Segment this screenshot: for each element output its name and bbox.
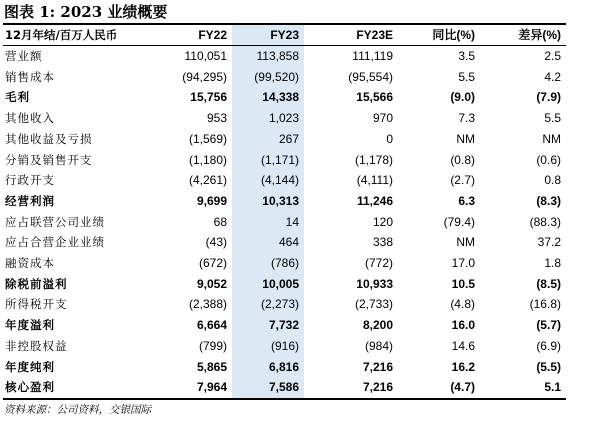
fy23-cell: 464	[278, 235, 299, 250]
row-label: 毛利	[5, 90, 30, 105]
yoy-cell: (4.7)	[450, 380, 475, 395]
row-label: 销售成本	[5, 69, 55, 84]
diff-cell: NM	[542, 131, 561, 146]
column-header: FY23E	[304, 25, 398, 46]
column-header: 12月年结/百万人民币	[3, 25, 162, 46]
fy23e-cell: 338	[372, 235, 393, 250]
diff-cell: (7.9)	[536, 90, 561, 105]
diff-cell: (5.7)	[536, 318, 561, 333]
yoy-cell: (9.0)	[450, 90, 475, 105]
fy22-cell: (799)	[198, 338, 227, 353]
header-row	[3, 25, 566, 46]
fy23e-cell: (1,178)	[354, 152, 393, 167]
fy23e-cell: (4,111)	[356, 173, 393, 188]
yoy-cell: (2.7)	[450, 173, 475, 188]
figure-title: 图表 1: 2023 业绩概要	[4, 3, 168, 21]
row-label: 营业额	[5, 49, 43, 63]
fy23-cell: (786)	[270, 256, 299, 271]
fy23-cell: (4,144)	[260, 173, 299, 188]
diff-cell: 4.2	[544, 69, 561, 84]
yoy-cell: 5.5	[458, 69, 475, 84]
fy22-cell: 5,865	[196, 359, 227, 374]
row-label: 除税前溢利	[5, 276, 68, 291]
table-row	[3, 315, 566, 336]
fy22-cell: 68	[213, 214, 227, 229]
diff-cell: 5.5	[544, 111, 561, 126]
yoy-cell: 7.3	[458, 111, 475, 126]
fy23e-cell: (772)	[364, 256, 393, 271]
row-label: 其他收入	[5, 111, 55, 126]
yoy-cell: (79.4)	[443, 214, 475, 229]
fy23-cell: 10,005	[262, 276, 299, 291]
diff-cell: (5.5)	[536, 359, 561, 374]
table-row	[3, 274, 566, 295]
row-label: 非控股权益	[5, 338, 68, 353]
fy23e-cell: (2,733)	[354, 297, 393, 312]
fy23e-cell: 11,246	[356, 193, 393, 208]
yoy-cell: 3.5	[458, 49, 475, 63]
row-label: 应占联营公司业绩	[5, 214, 105, 229]
column-header: FY23	[232, 25, 304, 46]
fy22-cell: (94,295)	[182, 69, 227, 84]
fy23-cell: (916)	[270, 338, 299, 353]
fy23-cell: (1,171)	[260, 152, 299, 167]
yoy-cell: 17.0	[451, 256, 475, 271]
fy23-cell: 1,023	[268, 111, 299, 126]
results-table	[3, 25, 566, 398]
fy22-cell: 7,964	[196, 380, 227, 395]
fy22-cell: 9,699	[196, 193, 227, 208]
fy22-cell: (1,569)	[188, 131, 227, 146]
fy23-cell: 14	[285, 214, 299, 229]
bottom-rule	[3, 398, 566, 400]
fy22-cell: 9,052	[196, 276, 227, 291]
row-label: 年度溢利	[5, 318, 55, 333]
fy22-cell: 15,756	[190, 90, 227, 105]
diff-cell: 2.5	[544, 49, 561, 63]
fy22-cell: 953	[206, 111, 227, 126]
yoy-cell: 6.3	[458, 193, 475, 208]
diff-cell: 37.2	[537, 235, 561, 250]
fy23e-cell: (984)	[364, 338, 393, 353]
table-row	[3, 336, 566, 357]
fy23e-cell: (95,554)	[348, 69, 393, 84]
yoy-cell: NM	[456, 131, 475, 146]
diff-cell: (0.6)	[536, 152, 561, 167]
fy23e-cell: 970	[372, 111, 393, 126]
yoy-cell: 10.5	[451, 276, 475, 291]
table-row	[3, 87, 566, 108]
table-row	[3, 377, 566, 398]
fy23e-cell: 8,200	[362, 318, 393, 333]
fy23e-cell: 15,566	[356, 90, 393, 105]
fy23e-cell: 10,933	[356, 276, 393, 291]
diff-cell: 5.1	[544, 380, 561, 395]
fy23-cell: 7,732	[268, 318, 299, 333]
fy23-cell: 7,586	[268, 380, 299, 395]
source-note: 资料来源：公司资料，交银国际	[4, 404, 151, 416]
row-label: 融资成本	[5, 256, 55, 271]
diff-cell: (6.9)	[536, 338, 561, 353]
fy23-cell: 6,816	[268, 359, 299, 374]
fy23-cell: 14,338	[262, 90, 299, 105]
fy23-cell: 267	[278, 131, 299, 146]
fy23e-cell: 7,216	[362, 359, 393, 374]
row-label: 所得税开支	[5, 297, 68, 312]
row-label: 年度纯利	[5, 359, 55, 374]
column-header: 同比(%)	[398, 25, 480, 46]
table-row	[3, 150, 566, 171]
table-row	[3, 212, 566, 233]
yoy-cell: (0.8)	[450, 152, 475, 167]
fy22-cell: (2,388)	[188, 297, 227, 312]
diff-cell: (16.8)	[529, 297, 561, 312]
table-row	[3, 232, 566, 253]
column-header: 差异(%)	[480, 25, 566, 46]
table-row	[3, 170, 566, 191]
table-row	[3, 191, 566, 212]
table-row	[3, 357, 566, 378]
table-row	[3, 67, 566, 88]
column-header: FY22	[162, 25, 232, 46]
fy22-cell: 110,051	[184, 49, 227, 63]
fy23-cell: (99,520)	[254, 69, 299, 84]
table-row	[3, 129, 566, 150]
fy22-cell: (672)	[198, 256, 227, 271]
table-row	[3, 294, 566, 315]
yoy-cell: 16.0	[451, 318, 475, 333]
fy22-cell: 6,664	[196, 318, 227, 333]
fy23e-cell: 120	[372, 214, 393, 229]
diff-cell: 1.8	[544, 256, 561, 271]
table-row	[3, 108, 566, 129]
diff-cell: 0.8	[544, 173, 561, 188]
fy23-cell: 113,858	[256, 49, 299, 63]
fy23e-cell: 111,119	[352, 49, 393, 63]
diff-cell: (8.3)	[536, 193, 561, 208]
row-label: 应占合营企业业绩	[5, 235, 105, 250]
yoy-cell: 16.2	[451, 359, 475, 374]
fy22-cell: (43)	[205, 235, 227, 250]
fy22-cell: (4,261)	[188, 173, 227, 188]
row-label: 核心盈利	[5, 380, 55, 395]
fy22-cell: (1,180)	[188, 152, 227, 167]
row-label: 经营利润	[5, 193, 55, 208]
fy23e-cell: 0	[386, 131, 393, 146]
table-row	[3, 253, 566, 274]
fy23-cell: 10,313	[262, 193, 299, 208]
diff-cell: (8.5)	[536, 276, 561, 291]
yoy-cell: NM	[456, 235, 475, 250]
fy23e-cell: 7,216	[362, 380, 393, 395]
row-label: 行政开支	[5, 173, 55, 188]
yoy-cell: (4.8)	[450, 297, 475, 312]
row-label: 分销及销售开支	[5, 152, 93, 167]
fy23-cell: (2,273)	[260, 297, 299, 312]
table-row	[3, 46, 566, 67]
yoy-cell: 14.6	[451, 338, 475, 353]
diff-cell: (88.3)	[529, 214, 561, 229]
row-label: 其他收益及亏损	[5, 131, 93, 146]
